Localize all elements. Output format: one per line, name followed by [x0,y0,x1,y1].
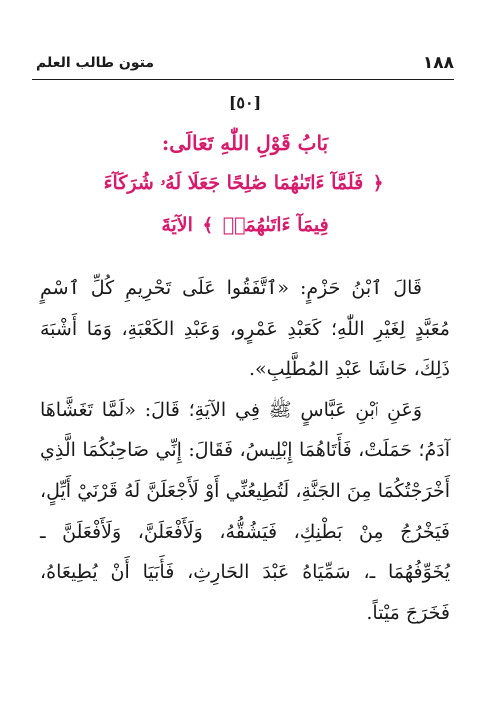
quran-verse-text: فَلَمَّآ ءَاتَىٰهُمَا صَٰلِحًا جَعَلَا لَهُۥ شُرَكَآءَ [103,172,364,194]
quran-verse-line [50,162,440,205]
book-title: متون طالب العلم [36,55,155,71]
chapter-number: [٥٠] [228,93,262,112]
chapter-title-line: بَابُ قَوْلِ اللّٰهِ تَعَالَى: [161,131,329,155]
quran-verse-text-end: فِيمَآ ءَاتَىٰهُمَاۚ [222,214,329,236]
verse-close-ornament: ﴾ [202,215,214,236]
quran-verse-line-end [50,205,440,246]
verse-suffix: الآيَةَ [161,214,193,236]
body-text [40,268,450,633]
verse-open-ornament: ﴿ [372,173,384,194]
chapter-title [50,124,440,246]
page-number: ١٨٨ [422,53,454,73]
header-divider [32,79,454,80]
paragraph: وَعَنِ ٱبْنِ عَبَّاسٍ ﷺ فِي الآيَةِ؛ قَالَ: «لَمَّا تَغَشَّاهَا آدَمُ؛ حَمَلَتْ، فَأَتَاهُمَا إِبْلِيسُ، فَقَالَ: إِنِّي صَاحِبُكُمَا الَّذِي أَخْرَجْتُكُمَا مِنَ الجَنَّةِ، لَتُطِيعُنِّي أَوْ لَأَجْعَلَنَّ لَهُ قَرْنَيْ أَيِّلٍ، فَيَخْرُجُ مِنْ بَطْنِكِ، فَيَشُقُّهُ، وَلَأَفْعَلَنَّ، وَلَأَفْعَلَنَّ ـ يُخَوِّفُهُمَا ـ، سَمِّيَاهُ عَبْدَ الحَارِثِ، فَأَبَيَا أَنْ يُطِيعَاهُ، فَخَرَجَ مَيْتاً. [40,398,450,624]
running-header [36,52,454,74]
paragraph: قَالَ ٱبْنُ حَزْمٍ: «ٱتَّفَقُوا عَلَى تَحْرِيمِ كُلِّ ٱسْمٍ مُعَبَّدٍ لِغَيْرِ اللّٰهِ؛ كَعَبْدِ عَمْرٍو، وَعَبْدِ الكَعْبَةِ، وَمَا أَشْبَهَ ذَلِكَ، حَاشَا عَبْدِ المُطَّلِبِ». [40,277,450,381]
